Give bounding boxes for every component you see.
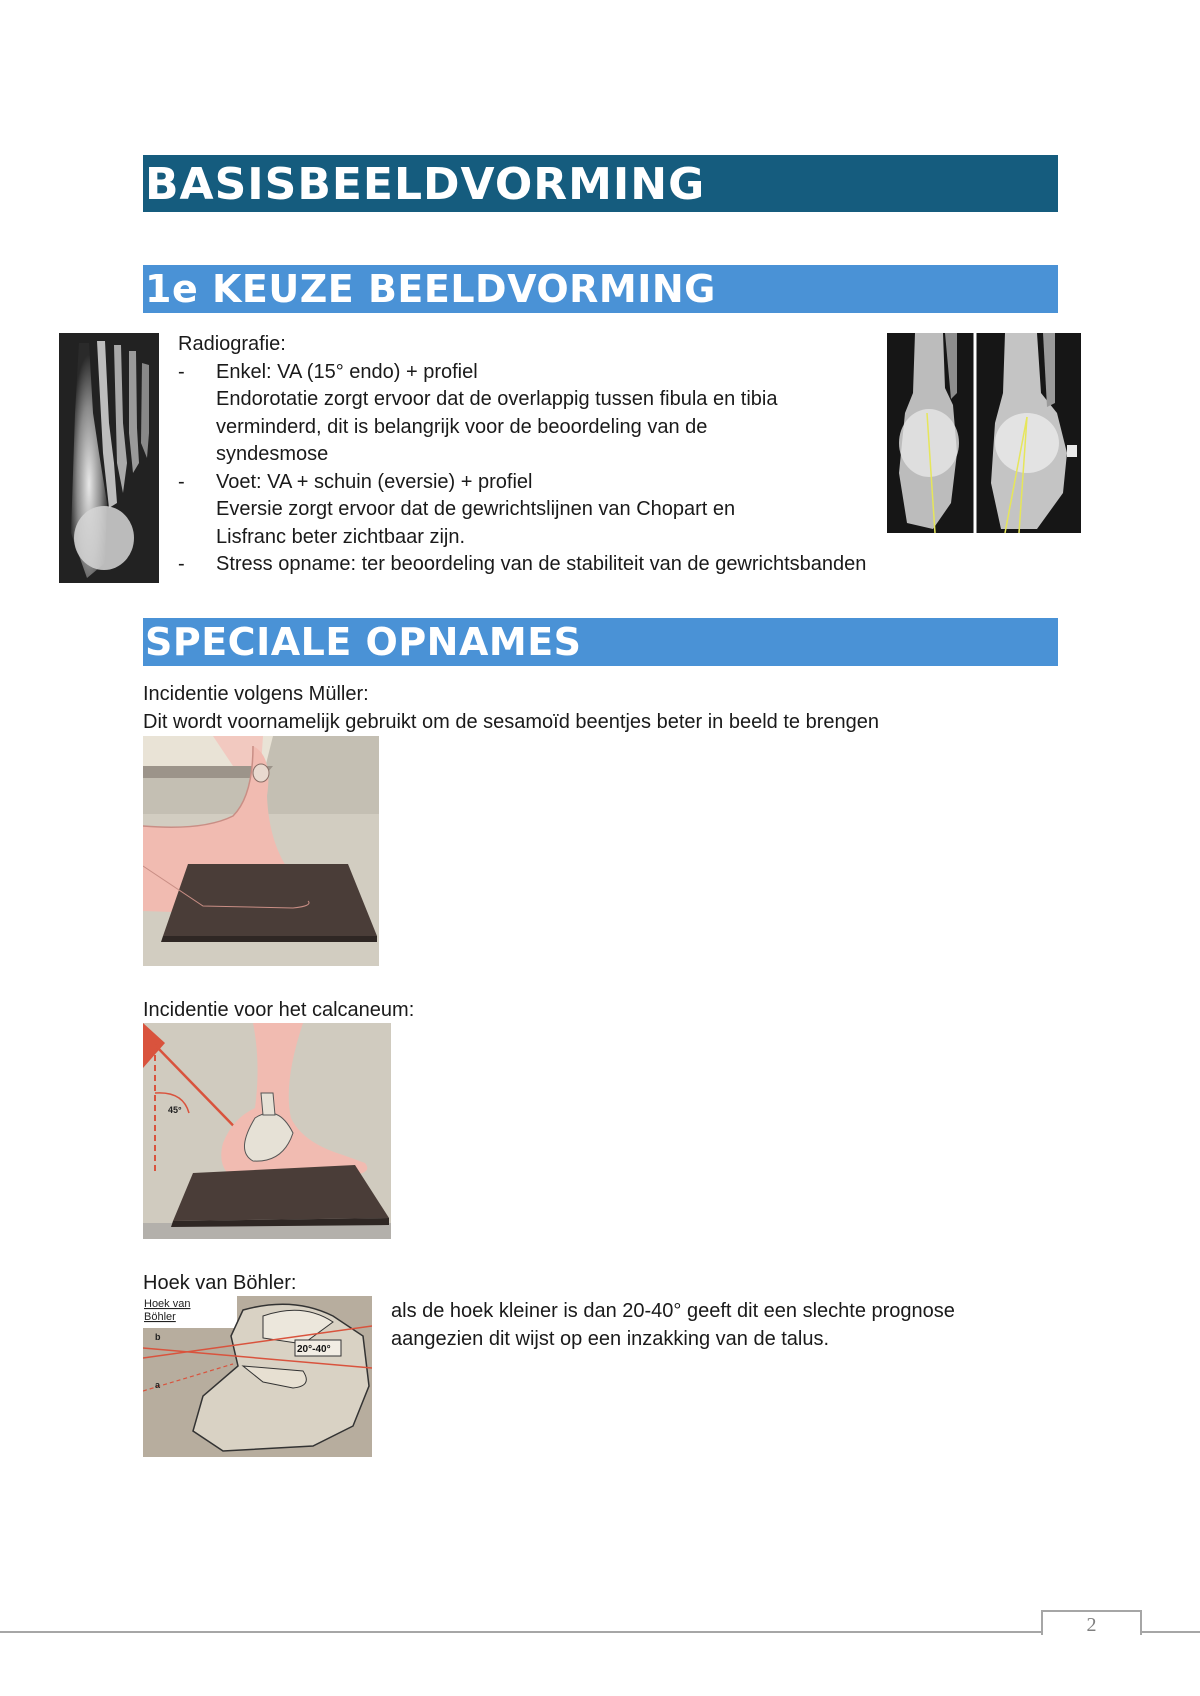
footer-line-left <box>0 1631 1042 1633</box>
bohler-figure-caption-2: Böhler <box>144 1311 176 1323</box>
bohler-title: Hoek van Böhler: <box>143 1272 297 1294</box>
muller-illustration <box>143 736 379 966</box>
muller-section <box>143 681 879 736</box>
page-number-tab <box>1041 1610 1142 1635</box>
footer-line-right <box>1136 1631 1200 1633</box>
list-item: Lisfranc beter zichtbaar zijn. <box>216 525 466 548</box>
radiography-title: Radiografie: <box>178 333 286 355</box>
bohler-label-b: b <box>155 1332 161 1342</box>
muller-title: Incidentie volgens Müller: <box>143 683 369 705</box>
list-item: Endorotatie zorgt ervoor dat de overlappig tussen fibula en tibia <box>216 388 778 410</box>
special-views-heading: SPECIALE OPNAMES <box>145 620 582 664</box>
calcaneum-illustration <box>143 1023 391 1239</box>
page-number: 2 <box>1086 1614 1097 1636</box>
radiography-section <box>178 331 867 579</box>
list-item: verminderd, dit is belangrijk voor de beoordeling van de <box>216 415 708 438</box>
angle-label-45: 45° <box>168 1105 182 1115</box>
radiography-item-ankle <box>178 359 778 469</box>
list-item: Stress opname: ter beoordeling van de stabiliteit van de gewrichtsbanden <box>216 553 867 575</box>
list-item: Enkel: VA (15° endo) + profiel <box>216 360 478 383</box>
muller-description: Dit wordt voornamelijk gebruikt om de sesamoïd beentjes beter in beeld te brengen <box>143 710 879 733</box>
calcaneum-title: Incidentie voor het calcaneum: <box>143 999 415 1021</box>
bohler-angle-label: 20°-40° <box>297 1344 331 1355</box>
ankle-xray-image <box>887 333 1081 533</box>
list-item: Eversie zorgt ervoor dat de gewrichtslijnen van Chopart en <box>216 498 736 520</box>
foot-xray-image <box>59 333 159 583</box>
bullet-dash: - <box>178 360 185 383</box>
bullet-dash: - <box>178 470 185 493</box>
main-heading-banner <box>143 155 1058 212</box>
bohler-label-a: a <box>155 1380 161 1390</box>
radiography-item-stress <box>178 551 867 579</box>
bohler-description-line-1: als de hoek kleiner is dan 20-40° geeft dit een slechte prognose <box>391 1300 955 1322</box>
bohler-description <box>391 1298 955 1353</box>
main-heading: BASISBEELDVORMING <box>145 159 706 210</box>
list-item: syndesmose <box>216 443 329 465</box>
bohler-description-line-2: aangezien dit wijst op een inzakking van de talus. <box>391 1327 830 1350</box>
first-choice-heading: 1e KEUZE BEELDVORMING <box>145 267 716 311</box>
bullet-dash: - <box>178 553 185 575</box>
list-item: Voet: VA + schuin (eversie) + profiel <box>216 470 533 493</box>
special-views-banner <box>143 618 1058 666</box>
radiography-item-foot <box>178 469 736 552</box>
bohler-figure-caption-1: Hoek van <box>144 1298 191 1310</box>
first-choice-banner <box>143 265 1058 313</box>
bohler-illustration <box>143 1296 372 1457</box>
